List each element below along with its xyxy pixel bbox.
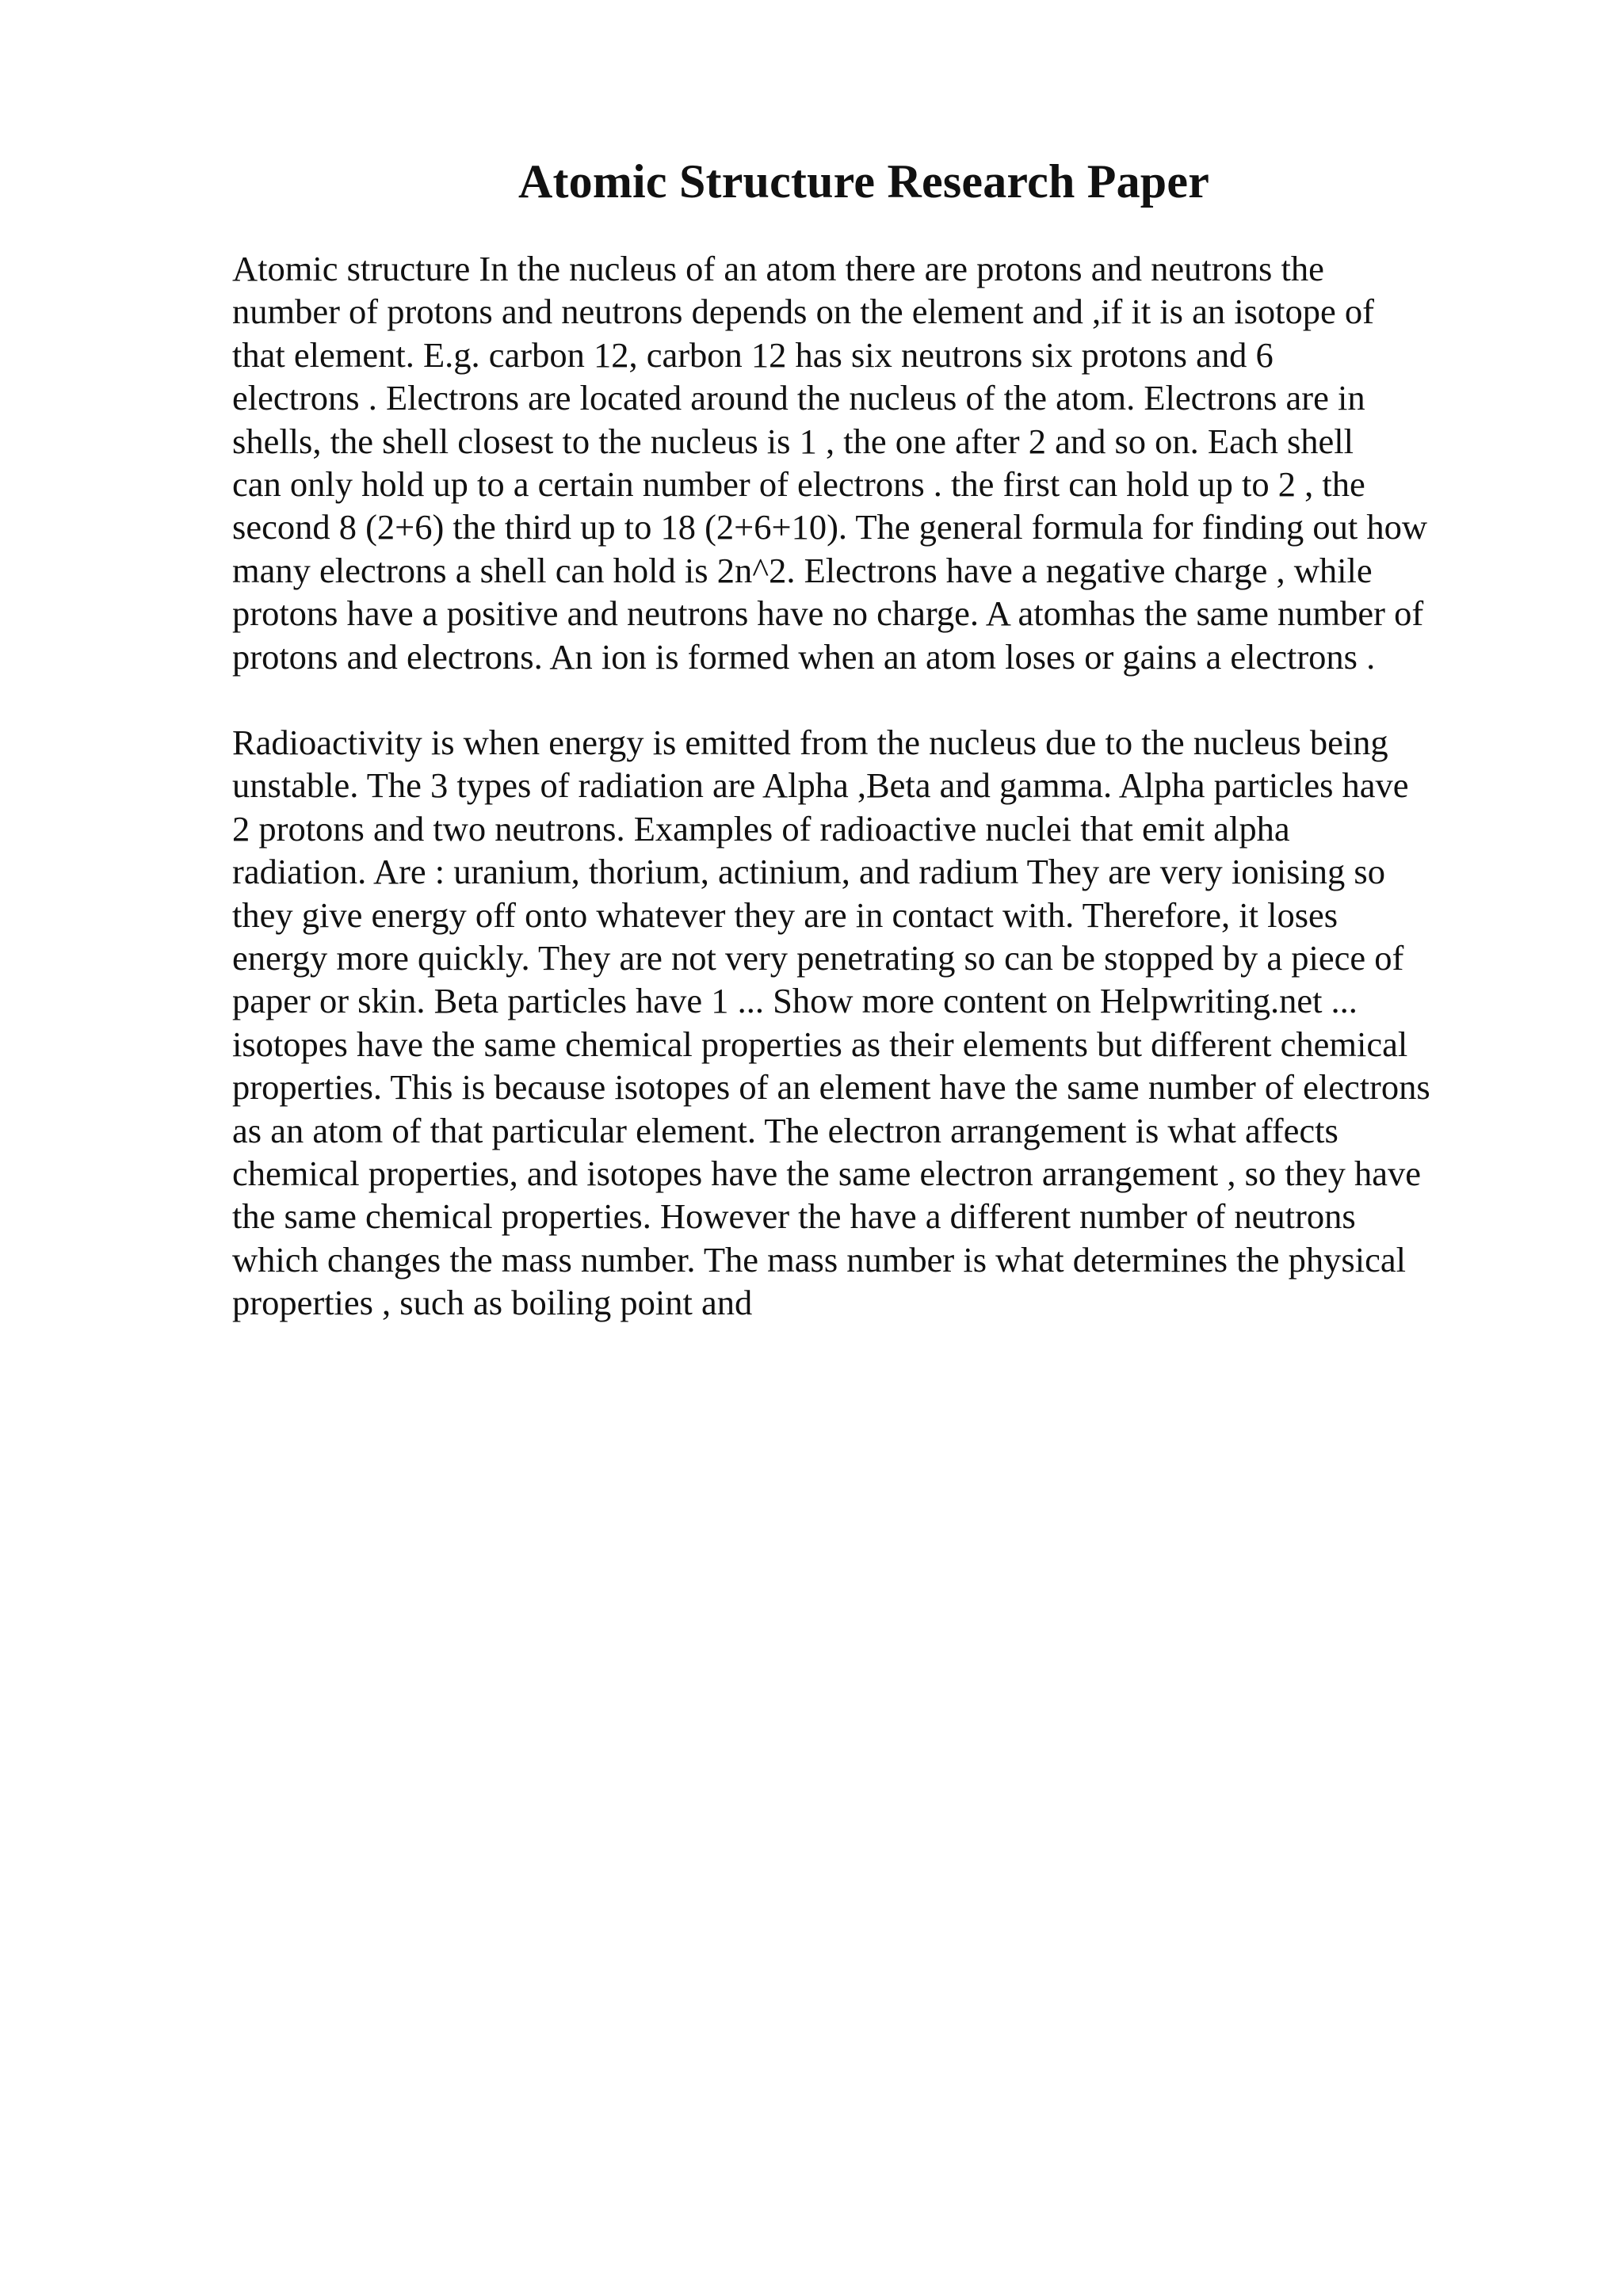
paragraph-radioactivity xyxy=(232,721,1579,1325)
text-line: energy more quickly. They are not very penetrating so can be stopped by a piece of xyxy=(232,938,1404,978)
text-line: protons have a positive and neutrons have no charge. A atomhas the same number of xyxy=(232,593,1424,634)
text-line: they give energy off onto whatever they are in contact with. Therefore, it loses xyxy=(232,894,1338,935)
text-line: paper or skin. Beta particles have 1 ... Show more content on Helpwriting.net ... xyxy=(232,981,1358,1021)
text-line: many electrons a shell can hold is 2n^2. Electrons have a negative charge , while xyxy=(232,550,1373,590)
text-line: which changes the mass number. The mass number is what determines the physical xyxy=(232,1239,1406,1280)
text-line: shells, the shell closest to the nucleus is 1 , the one after 2 and so on. Each shell xyxy=(232,421,1354,461)
text-line: properties , such as boiling point and xyxy=(232,1283,753,1323)
text-line: radiation. Are : uranium, thorium, actinium, and radium They are very ionising so xyxy=(232,852,1385,892)
text-line: Radioactivity is when energy is emitted from the nucleus due to the nucleus being xyxy=(232,723,1388,762)
text-line: chemical properties, and isotopes have the same electron arrangement , so they have xyxy=(232,1154,1422,1194)
paragraph-atomic-structure xyxy=(232,247,1579,678)
text-line: protons and electrons. An ion is formed when an atom loses or gains a electrons . xyxy=(232,636,1376,677)
text-line: the same chemical properties. However the have a different number of neutrons xyxy=(232,1196,1356,1237)
text-line: isotopes have the same chemical properties as their elements but different chemical xyxy=(232,1024,1408,1064)
text-line: Atomic structure In the nucleus of an atom there are protons and neutrons the xyxy=(232,249,1324,288)
text-line: number of protons and neutrons depends on the element and ,if it is an isotope of xyxy=(232,292,1374,332)
text-line: electrons . Electrons are located around the nucleus of the atom. Electrons are in xyxy=(232,378,1365,418)
text-line: as an atom of that particular element. The electron arrangement is what affects xyxy=(232,1110,1338,1150)
text-line: that element. E.g. carbon 12, carbon 12 has six neutrons six protons and 6 xyxy=(232,334,1274,375)
text-line: 2 protons and two neutrons. Examples of radioactive nuclei that emit alpha xyxy=(232,808,1290,849)
text-line: can only hold up to a certain number of electrons . the first can hold up to 2 , the xyxy=(232,464,1365,505)
text-line: second 8 (2+6) the third up to 18 (2+6+10). The general formula for finding out how xyxy=(232,507,1428,547)
document-title: Atomic Structure Research Paper xyxy=(517,155,1210,208)
text-line: unstable. The 3 types of radiation are Alpha ,Beta and gamma. Alpha particles have xyxy=(232,765,1409,806)
text-line: properties. This is because isotopes of an element have the same number of electrons xyxy=(232,1067,1430,1108)
